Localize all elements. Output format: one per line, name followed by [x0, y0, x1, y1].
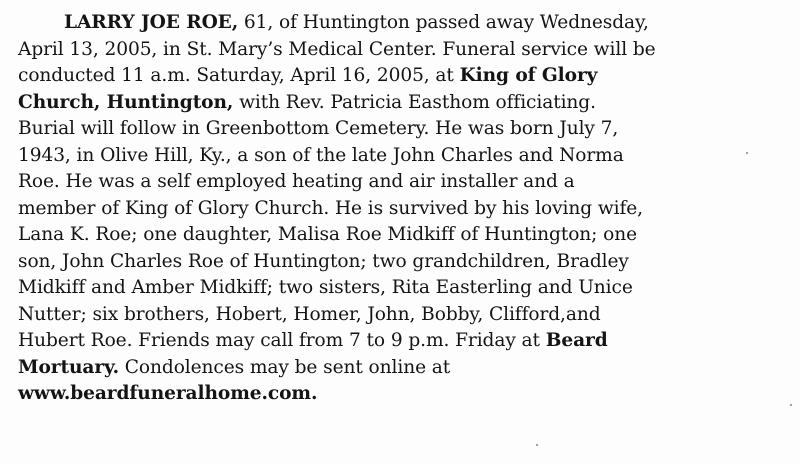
obituary-text [18, 10, 788, 408]
bold-text: King of Glory [459, 65, 598, 86]
obituary-line [18, 381, 788, 408]
obituary-line [18, 249, 788, 276]
obituary-line [18, 196, 788, 223]
text-run: member of King of Glory Church. He is survived by his loving wife, [18, 197, 643, 219]
obituary-line [18, 10, 788, 37]
bold-text: www.beardfuneralhome.com. [18, 383, 318, 404]
text-run: son, John Charles Roe of Huntington; two grandchildren, Bradley [18, 250, 629, 272]
obituary-line [18, 116, 788, 143]
text-run: conducted 11 a.m. Saturday, April 16, 2005, at [18, 65, 460, 86]
bold-text: Church, Huntington, [18, 91, 234, 113]
text-run: Hubert Roe. Friends may call from 7 to 9 p.m. Friday at [18, 330, 546, 351]
obituary-line [18, 328, 788, 355]
text-run: Midkiff and Amber Midkiff; two sisters, Rita Easterling and Unice [18, 277, 633, 298]
text-run: Burial will follow in Greenbottom Cemetery. He was born July 7, [18, 118, 619, 139]
obituary-line [18, 169, 788, 196]
text-run: Condolences may be sent online at [118, 356, 451, 378]
text-run: with Rev. Patricia Easthom officiating. [233, 91, 596, 113]
text-run: 1943, in Olive Hill, Ky., a son of the late John Charles and Norma [18, 144, 624, 166]
print-speck [790, 404, 792, 406]
bold-text: LARRY JOE ROE, [64, 12, 239, 33]
text-run: Roe. He was a self employed heating and air installer and a [18, 171, 575, 192]
obituary-line [18, 143, 788, 170]
print-speck [536, 444, 538, 446]
obituary-line [18, 355, 788, 382]
text-run: 61, of Huntington passed away Wednesday, [238, 12, 649, 33]
obituary-line [18, 275, 788, 302]
text-run: Nutter; six brothers, Hobert, Homer, John, Bobby, Clifford,and [18, 303, 601, 325]
bold-text: Mortuary. [18, 356, 119, 378]
bold-text: Beard [545, 330, 608, 351]
obituary-line [18, 90, 788, 117]
obituary-line [18, 63, 788, 90]
text-run: April 13, 2005, in St. Mary’s Medical Center. Funeral service will be [18, 38, 656, 60]
obituary-line [18, 222, 788, 249]
obituary-line [18, 37, 788, 64]
text-run: Lana K. Roe; one daughter, Malisa Roe Midkiff of Huntington; one [18, 224, 638, 245]
obituary-line [18, 302, 788, 329]
print-speck [746, 152, 748, 154]
